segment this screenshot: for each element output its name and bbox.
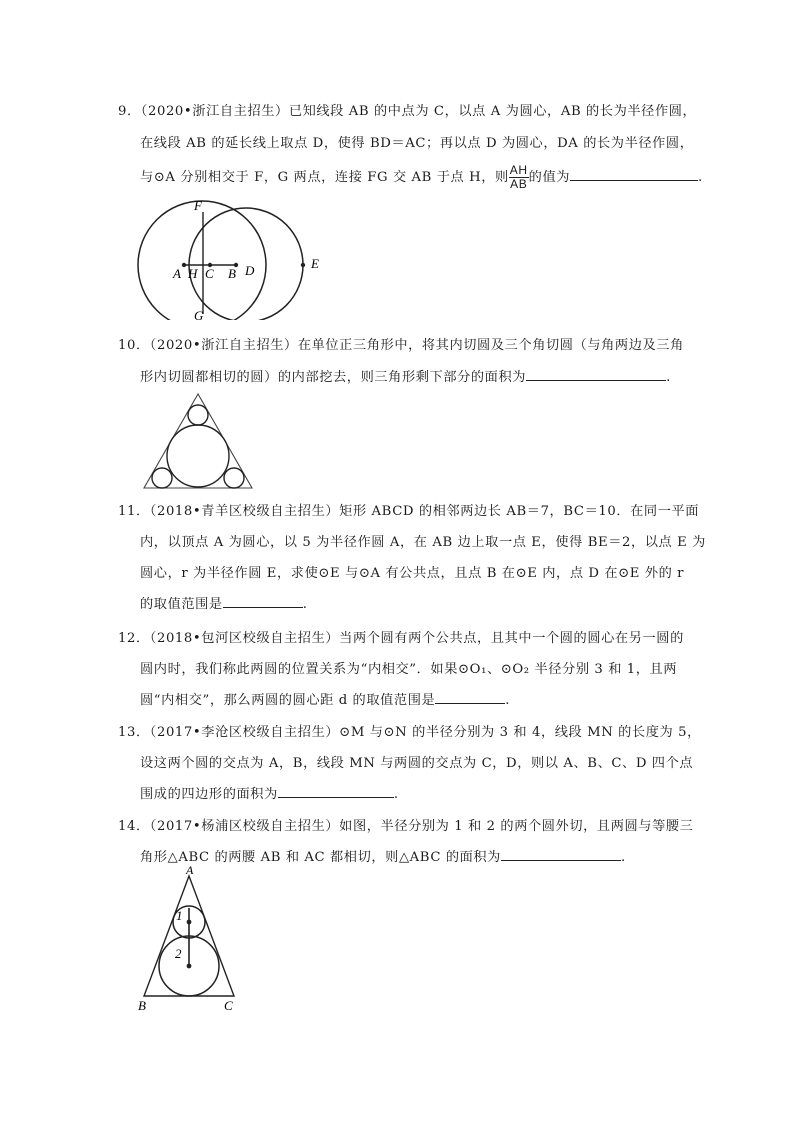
q12-line-1: 12．（2018•包河区校级自主招生）当两个圆有两个公共点，且其中一个圆的圆心在另一圆的 bbox=[118, 631, 684, 646]
label-radius-2: 2 bbox=[175, 946, 182, 961]
label-g: G bbox=[194, 308, 204, 320]
q10-answer-blank[interactable] bbox=[526, 368, 666, 381]
q13-line-1: 13．（2017•李沧区校级自主招生）⊙M 与⊙N 的半径分别为 3 和 4，线段 MN 的长度为 5， bbox=[118, 725, 701, 740]
q11-line-4 bbox=[140, 593, 308, 612]
q9-figure bbox=[128, 196, 328, 320]
right-corner-circle bbox=[224, 468, 244, 488]
q12-end: . bbox=[505, 693, 511, 708]
q9-line-3-text: 与⊙A 分别相交于 F，G 两点，连接 FG 交 AB 于点 H，则 bbox=[140, 170, 509, 185]
label-b: B bbox=[228, 266, 236, 281]
q9-answer-blank[interactable] bbox=[570, 168, 698, 181]
q13-answer-blank[interactable] bbox=[278, 785, 394, 798]
q9-tail: 的值为 bbox=[528, 170, 571, 185]
label-f: F bbox=[194, 198, 202, 213]
small-center bbox=[187, 920, 192, 925]
q9-fraction-numerator: AH bbox=[509, 163, 528, 177]
q11-line-4-text: 的取值范围是 bbox=[140, 597, 223, 612]
label-b14: B bbox=[138, 998, 146, 1013]
label-a14: A bbox=[186, 863, 194, 877]
incircle bbox=[167, 425, 229, 487]
q13-line-3-text: 围成的四边形的面积为 bbox=[140, 787, 278, 802]
q11-end: . bbox=[302, 597, 308, 612]
label-radius-1: 1 bbox=[176, 908, 183, 923]
q13-line-2: 设这两个圆的交点为 A，B，线段 MN 与两圆的交点为 C，D，则以 A、B、C、D 四个点 bbox=[140, 756, 694, 771]
q13-line-3 bbox=[140, 783, 399, 802]
point-e bbox=[301, 263, 305, 267]
left-corner-circle bbox=[152, 468, 172, 488]
label-e: E bbox=[311, 256, 319, 271]
q14-figure bbox=[132, 862, 248, 1014]
q10-line-2-text: 形内切圆都相切的圆）的内部挖去，则三角形剩下部分的面积为 bbox=[140, 370, 527, 385]
q11-line-2: 内，以顶点 A 为圆心，以 5 为半径作圆 A，在 AB 边上取一点 E，使得 BE＝2，以点 E 为 bbox=[140, 535, 706, 550]
q10-line-1: 10．（2020•浙江自主招生）在单位正三角形中，将其内切圆及三个角切圆（与角两边及三角 bbox=[118, 338, 684, 353]
q14-answer-blank[interactable] bbox=[501, 848, 621, 861]
q12-line-2: 圆内时，我们称此两圆的位置关系为“内相交”．如果⊙O₁、⊙O₂ 半径分别 3 和 1，且两 bbox=[140, 662, 678, 677]
label-h: H bbox=[188, 266, 198, 281]
q9-line-1: 9．（2020•浙江自主招生）已知线段 AB 的中点为 C，以点 A 为圆心，AB 的长为半径作圆， bbox=[118, 104, 697, 119]
label-a: A bbox=[173, 266, 181, 281]
q11-line-3: 圆心，r 为半径作圆 E，求使⊙E 与⊙A 有公共点，且点 B 在⊙E 内，点 D 在⊙E 外的 r bbox=[140, 566, 685, 581]
q10-figure bbox=[140, 390, 256, 490]
q12-line-3-text: 圆“内相交”，那么两圆的圆心距 d 的取值范围是 bbox=[140, 693, 436, 708]
q14-line-2-text: 角形△ABC 的两腰 AB 和 AC 都相切，则△ABC 的面积为 bbox=[140, 850, 501, 865]
q9-end: . bbox=[698, 170, 703, 185]
q10-line-2 bbox=[140, 366, 671, 385]
q9-line-3 bbox=[140, 164, 703, 191]
q12-line-3 bbox=[140, 689, 510, 708]
label-c: C bbox=[205, 266, 214, 281]
label-d: D bbox=[245, 263, 255, 278]
equilateral-triangle bbox=[144, 394, 252, 488]
q11-line-1: 11．（2018•青羊区校级自主招生）矩形 ABCD 的相邻两边长 AB＝7，BC＝10．在同一平面 bbox=[118, 504, 700, 519]
q9-fraction-denominator: AB bbox=[510, 177, 528, 191]
q9-fraction bbox=[509, 164, 529, 191]
q14-end: . bbox=[620, 850, 626, 865]
q14-line-1: 14．（2017•杨浦区校级自主招生）如图，半径分别为 1 和 2 的两个圆外切，且两圆与等腰三 bbox=[118, 819, 694, 834]
point-a bbox=[182, 263, 186, 267]
q11-answer-blank[interactable] bbox=[223, 595, 303, 608]
label-c14: C bbox=[224, 998, 233, 1013]
top-corner-circle bbox=[188, 405, 208, 425]
q12-answer-blank[interactable] bbox=[435, 691, 505, 704]
large-center bbox=[187, 964, 192, 969]
q9-line-2: 在线段 AB 的延长线上取点 D，使得 BD＝AC；再以点 D 为圆心，DA 的长为半径作圆， bbox=[140, 136, 694, 151]
q13-end: . bbox=[393, 787, 399, 802]
q10-end: . bbox=[666, 370, 671, 385]
